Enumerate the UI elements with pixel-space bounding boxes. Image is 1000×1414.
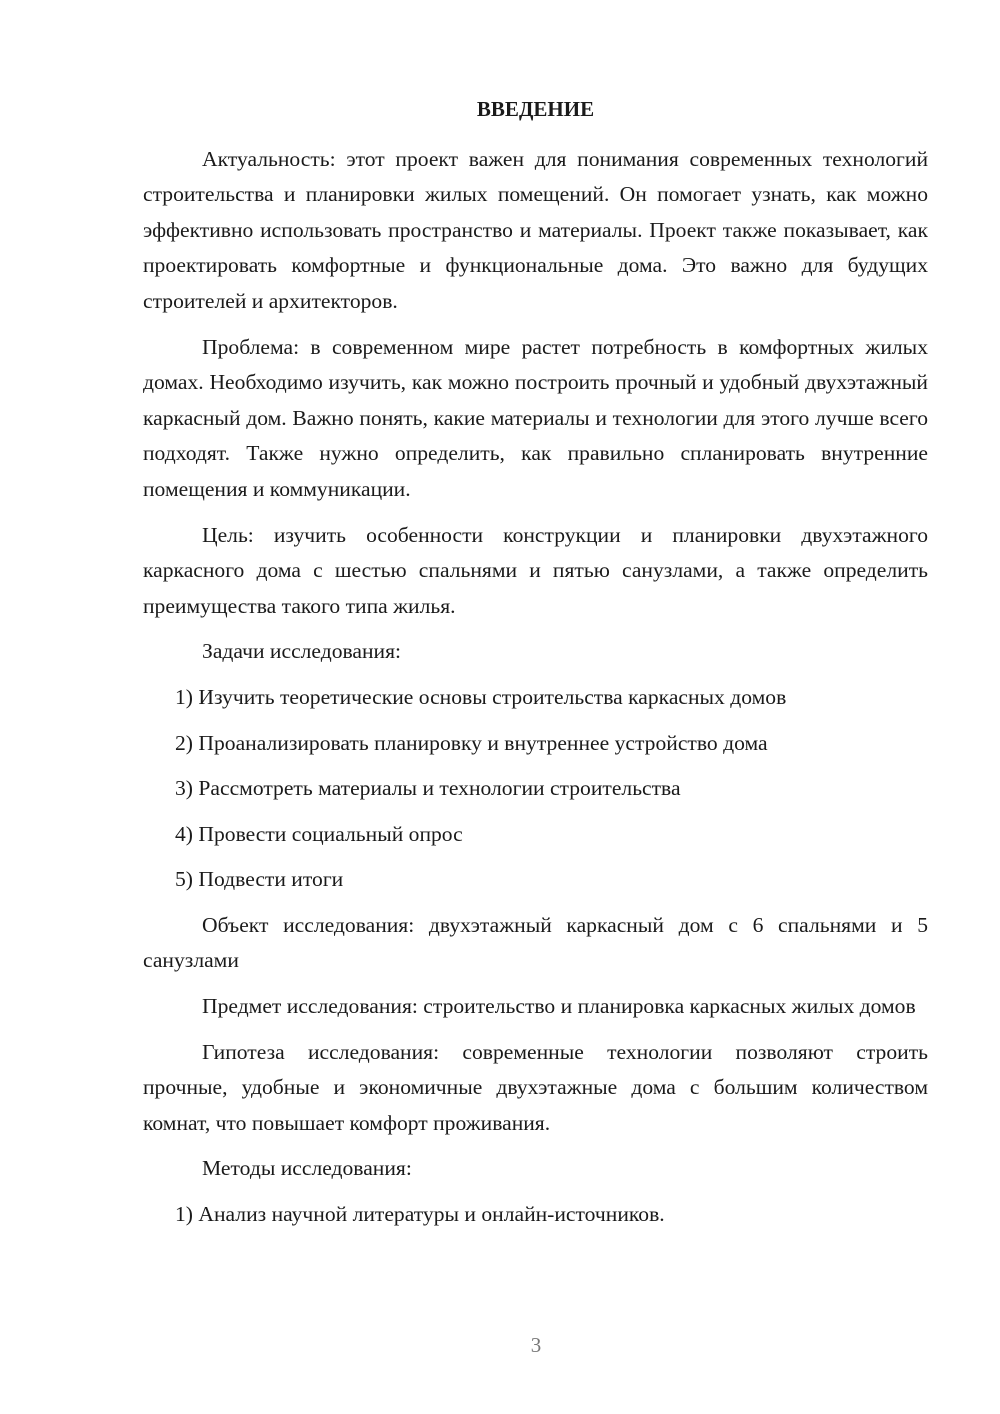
relevance-paragraph: Актуальность: этот проект важен для понимания современных технологий строительства и планировки жилых помещений. Он помогает узнать, как можно эффективно использовать пространство и материалы. Проект также показывает, как проектировать комфортные и функциональные дома. Это важно для будущих строителей и архитекторов. bbox=[143, 146, 928, 313]
methods-label: Методы исследования: bbox=[202, 1156, 412, 1181]
hypothesis-paragraph: Гипотеза исследования: современные технологии позволяют строить прочные, удобные и экономичные двухэтажные дома с большим количеством комнат, что повышает комфорт проживания. bbox=[143, 1039, 928, 1135]
task-item: 1) Изучить теоретические основы строительства каркасных домов bbox=[175, 684, 787, 709]
problem-paragraph: Проблема: в современном мире растет потребность в комфортных жилых домах. Необходимо изучить, как можно построить прочный и удобный двухэтажный каркасный дом. Важно понять, какие материалы и технологии для этого лучше всего подходят. Также нужно определить, как правильно спланировать внутренние помещения и коммуникации. bbox=[143, 334, 928, 501]
page-content bbox=[143, 92, 928, 1243]
section-heading: ВВЕДЕНИЕ bbox=[476, 97, 595, 121]
tasks-label: Задачи исследования: bbox=[202, 639, 402, 664]
task-item: 5) Подвести итоги bbox=[175, 867, 344, 892]
task-item: 2) Проанализировать планировку и внутреннее устройство дома bbox=[175, 730, 768, 755]
task-item: 3) Рассмотреть материалы и технологии строительства bbox=[175, 776, 681, 801]
task-item: 4) Провести социальный опрос bbox=[175, 821, 463, 846]
page-number: 3 bbox=[530, 1333, 542, 1357]
object-paragraph: Объект исследования: двухэтажный каркасный дом с 6 спальнями и 5 санузлами bbox=[143, 912, 928, 973]
method-item: 1) Анализ научной литературы и онлайн-источников. bbox=[175, 1202, 665, 1227]
subject-paragraph: Предмет исследования: строительство и планировка каркасных жилых домов bbox=[202, 994, 916, 1019]
goal-paragraph: Цель: изучить особенности конструкции и планировки двухэтажного каркасного дома с шестью спальнями и пятью санузлами, а также определить преимущества такого типа жилья. bbox=[143, 522, 928, 618]
